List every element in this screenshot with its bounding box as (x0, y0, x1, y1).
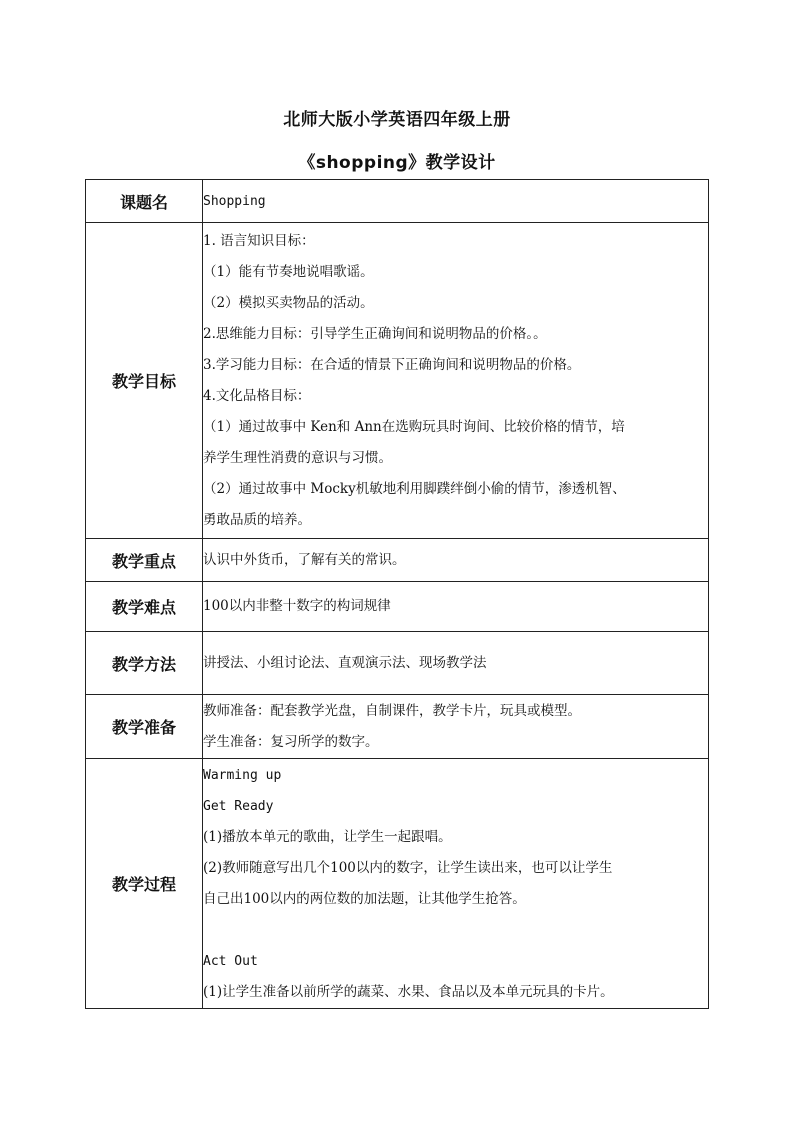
process-line: (1)播放本单元的歌曲，让学生一起跟唱。 (203, 828, 452, 845)
objective-line: 2.思维能力目标：引导学生正确询间和说明物品的价格。。 (203, 325, 547, 342)
document-title: 北师大版小学英语四年级上册 (283, 110, 511, 130)
table-row (86, 759, 709, 1009)
table-row (86, 539, 709, 582)
objective-line: 1. 语言知识目标： (203, 232, 315, 249)
topic-label: 课题名 (86, 180, 203, 223)
objective-line: 4.文化品格目标： (203, 387, 311, 404)
difficulties-label: 教学难点 (86, 582, 203, 632)
topic-value (203, 180, 709, 223)
key-points-label: 教学重点 (86, 539, 203, 582)
key-points-value (203, 539, 709, 582)
difficulties-value (203, 582, 709, 632)
methods-label: 教学方法 (86, 632, 203, 695)
objective-line: （2）模拟买卖物品的活动。 (203, 294, 374, 311)
table-row (86, 582, 709, 632)
process-line: (1)让学生准备以前所学的蔬菜、水果、食品以及本单元玩具的卡片。 (203, 983, 614, 1000)
table-row (86, 223, 709, 539)
preparation-value (203, 695, 709, 759)
difficulties-text: 100以内非整十数字的构词规律 (203, 598, 391, 614)
objectives-label: 教学目标 (86, 223, 203, 539)
table-row (86, 695, 709, 759)
blank-line (203, 915, 708, 946)
process-line: Act Out (203, 953, 258, 969)
objective-line: （1）通过故事中 Ken和 Ann在选购玩具时询间、比较价格的情节，培 (203, 418, 625, 435)
objective-line: 养学生理性消费的意识与习惯。 (203, 449, 392, 466)
objective-line: 3.学习能力目标：在合适的情景下正确询间和说明物品的价格。 (203, 356, 581, 373)
process-label: 教学过程 (86, 759, 203, 1009)
objective-line: （2）通过故事中 Mocky机敏地利用脚蹼绊倒小偷的情节，渗透机智、 (203, 480, 626, 497)
lesson-plan-table (85, 179, 709, 1009)
process-line: (2)教师随意写出几个100以内的数字，让学生读出来，也可以让学生 (203, 859, 613, 876)
methods-text: 讲授法、小组讨论法、直观演示法、现场教学法 (203, 654, 487, 671)
topic-text: Shopping (203, 193, 266, 209)
preparation-line: 学生准备：复习所学的数字。 (203, 733, 379, 750)
methods-value (203, 632, 709, 695)
objective-line: （1）能有节奏地说唱歌谣。 (203, 263, 374, 280)
process-line: 自己出100以内的两位数的加法题，让其他学生抢答。 (203, 890, 526, 907)
objective-line: 勇敢品质的培养。 (203, 511, 311, 528)
process-value (203, 759, 709, 1009)
process-line: Get Ready (203, 798, 274, 814)
table-row (86, 180, 709, 223)
objectives-value (203, 223, 709, 539)
table-row (86, 632, 709, 695)
process-line: Warming up (203, 767, 282, 783)
document-subtitle: 《shopping》教学设计 (298, 153, 496, 173)
preparation-line: 教师准备：配套教学光盘，自制课件，教学卡片，玩具或模型。 (203, 702, 581, 719)
preparation-label: 教学准备 (86, 695, 203, 759)
key-points-text: 认识中外货币，了解有关的常识。 (203, 551, 406, 568)
